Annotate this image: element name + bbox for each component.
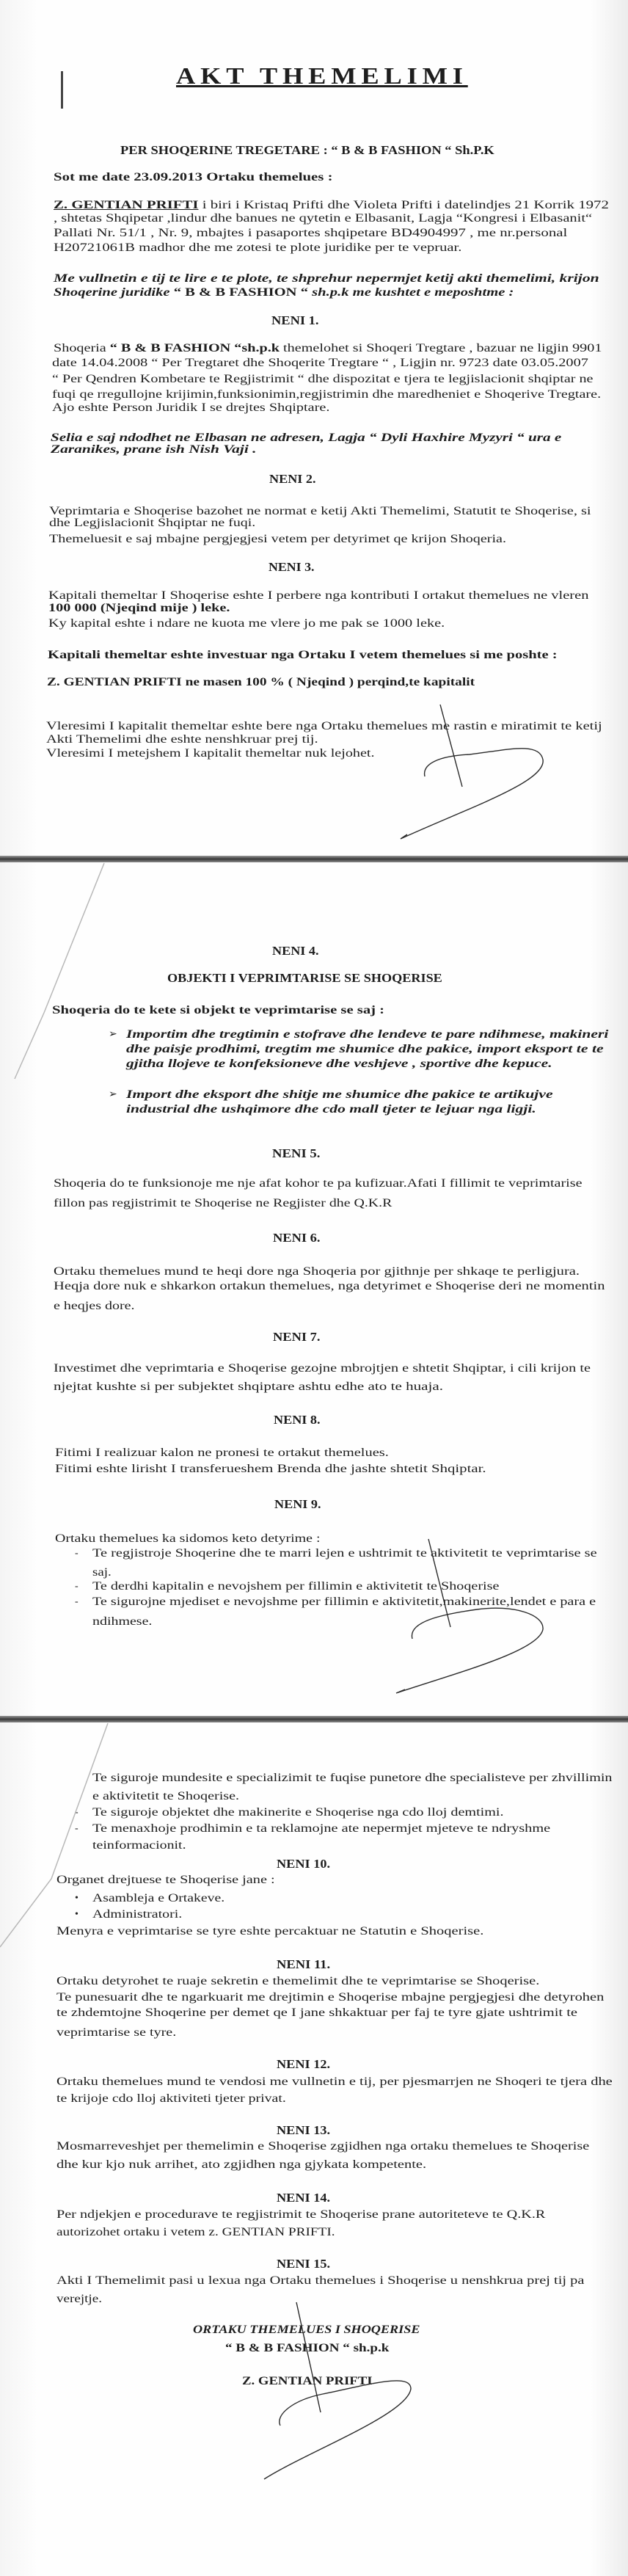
article-line: Ajo eshte Person Juridik I se drejtes Shqiptare. <box>52 401 330 414</box>
article-line: Ortaku detyrohet te ruaje sekretin e themelimit dhe te veprimtarise se Shoqerise. <box>56 1975 540 1987</box>
founder-name: Z. GENTIAN PRIFTI <box>54 199 199 211</box>
declaration-line: Me vullnetin e tij te lire e te plote, te shprehur nepermjet ketij akti themelimi, krijon <box>54 272 599 285</box>
article-line: Menyra e veprimtarise se tyre eshte percaktuar ne Statutin e Shoqerise. <box>56 1925 484 1938</box>
article-line: Vleresimi I kapitalit themeltar eshte bere nga Ortaku themelues me rastin e miratimit te ketij <box>46 720 602 732</box>
article-line: Kapitali themeltar I Shoqerise eshte I perbere nga kontributi I ortakut themelues ne vleren <box>48 589 589 602</box>
dash-bullet-icon: - <box>75 1807 78 1818</box>
article-line: e heqjes dore. <box>54 1300 135 1312</box>
article-line: Per ndjekjen e procedurave te regjistrimit te Shoqerise prane autoriteteve te Q.K.R <box>56 2208 546 2221</box>
seat-line: Selia e saj ndodhet ne Elbasan ne adresen, Lagja “ Dyli Haxhire Myzyri “ ura e <box>51 432 562 444</box>
article-line: njejtat kushte si per subjektet shqiptare ashtu edhe ato te huaja. <box>54 1380 443 1393</box>
duty-item-line: Te siguroje objektet dhe makinerite e Shoqerise nga cdo lloj demtimi. <box>92 1806 504 1819</box>
duty-item-line: Te menaxhoje prodhimin e ta reklamojne ate nepermjet mjeteve te ndryshme <box>92 1822 551 1835</box>
article-line: veprimtarise se tyre. <box>56 2026 177 2039</box>
article-line: dhe Legjislacionit Shqiptar ne fuqi. <box>49 517 256 529</box>
article-heading: NENI 6. <box>273 1231 321 1245</box>
article-heading: NENI 13. <box>277 2123 331 2137</box>
share-line: Z. GENTIAN PRIFTI ne masen 100 % ( Njeqind ) perqind,te kapitalit <box>47 676 475 688</box>
article-heading: NENI 4. <box>272 944 319 958</box>
article-heading: NENI 11. <box>277 1957 331 1971</box>
article-line: Ortaku themelues ka sidomos keto detyrime : <box>55 1532 321 1545</box>
article-heading: NENI 12. <box>277 2057 331 2071</box>
article-line: Akti Themelimi dhe eshte nenshkruar prej tij. <box>46 733 318 746</box>
duty-item-line: e aktivitetit te Shoqerise. <box>92 1790 240 1802</box>
article-line: Ortaku themelues mund te heqi dore nga Shoqeria por gjithnje per shkaqe te perligjura. <box>54 1265 580 1278</box>
article-heading: NENI 15. <box>277 2257 331 2271</box>
article-heading: NENI 8. <box>274 1413 321 1427</box>
article-line: Vleresimi I metejshem I kapitalit themeltar nuk lejohet. <box>46 747 375 760</box>
article-line: Fitimi I realizuar kalon ne pronesi te ortakut themelues. <box>55 1447 389 1459</box>
article-line: Fitimi eshte lirisht I transferueshem Brenda dhe jashte shtetit Shqiptar. <box>55 1463 486 1475</box>
article-line: Shoqeria do te funksionoje me nje afat kohor te pa kufizuar.Afati I fillimit te veprimtarise <box>54 1177 583 1190</box>
article-line: Heqja dore nuk e shkarkon ortakun themelues, nga detyrimet e Shoqerise deri ne momentin <box>54 1280 605 1292</box>
duty-item-line: teinformacionit. <box>92 1839 186 1852</box>
margin-mark <box>61 71 63 109</box>
article-heading: NENI 9. <box>274 1497 321 1511</box>
article-line: Investimet dhe veprimtaria e Shoqerise gezojne mbrojtjen e shtetit Shqiptar, i cili krijon te <box>54 1362 591 1375</box>
signatory-name: Z. GENTIAN PRIFTI <box>242 2375 373 2387</box>
founder-line: H20721061B madhor dhe me zotesi te plote juridike per te vepruar. <box>54 241 462 254</box>
signatory-role: ORTAKU THEMELUES I SHOQERISE <box>193 2324 420 2336</box>
object-item-line: Import dhe eksport dhe shitje me shumice dhe pakice te artikujve <box>126 1088 553 1101</box>
bullet-icon: • <box>75 1893 78 1904</box>
article-line: te zhdemtojne Shoqerine per demet qe I jane shkaktuar per faj te tyre gjate ushtrimit te <box>56 2006 578 2019</box>
article-line: verejtje. <box>56 2293 102 2305</box>
duty-item-line: Te siguroje mundesite e specializimit te fuqise punetore dhe specialisteve per zhvillimin <box>92 1772 613 1784</box>
signatory-company: “ B & B FASHION “ sh.p.k <box>225 2342 390 2354</box>
article-heading: NENI 10. <box>277 1857 331 1871</box>
article-heading: NENI 3. <box>269 560 315 574</box>
article-line: date 14.04.2008 “ Per Tregtaret dhe Shoqerite Tregtare “ , Ligjin nr. 9723 date 03.05.2007 <box>52 357 588 369</box>
document-title: AKT THEMELIMI <box>176 62 468 89</box>
article-line: fillon pas regjistrimit te Shoqerise ne Regjister dhe Q.K.R <box>54 1197 392 1209</box>
page-separator <box>0 1716 628 1722</box>
seat-line: Zaranikes, prane ish Nish Vaji . <box>51 443 257 456</box>
article-heading: NENI 2. <box>269 472 316 486</box>
object-item-line: dhe paisje prodhimi, tregtim me shumice dhe pakice, import eksport te te <box>126 1043 604 1055</box>
article-subheading: OBJEKTI I VEPRIMTARISE SE SHOQERISE <box>167 971 442 985</box>
founder-line: Z. GENTIAN PRIFTI i biri i Kristaq Prifti dhe Violeta Prifti i datelindjes 21 Korrik 1972 <box>54 199 609 211</box>
article-line: Shoqeria “ B & B FASHION “sh.p.k themelohet si Shoqeri Tregtare , bazuar ne ligjin 9901 <box>54 342 602 354</box>
article-line: fuqi qe rregullojne krijimin,funksionimin,regjistrimin dhe maredheniet e Shoqerive Tregtare. <box>52 388 602 401</box>
dash-bullet-icon: - <box>75 1548 78 1559</box>
article-heading: NENI 7. <box>273 1330 321 1344</box>
page-separator <box>0 856 628 862</box>
duty-item-line: Te derdhi kapitalin e nevojshem per fillimin e aktivitetit te Shoqerise <box>92 1580 500 1593</box>
article-line: Te punesuarit dhe te ngarkuarit me drejtimin e Shoqerise mbajne pergjegjesi dhe detyrohen <box>56 1991 605 2004</box>
dash-bullet-icon: - <box>75 1581 78 1592</box>
arrow-bullet-icon: ➢ <box>109 1029 117 1040</box>
organ-item: Asambleja e Ortakeve. <box>92 1892 225 1904</box>
object-item-line: Importim dhe tregtimin e stofrave dhe lendeve te pare ndihmese, makineri <box>126 1028 609 1041</box>
article-line: autorizohet ortaku i vetem z. GENTIAN PRIFTI. <box>56 2226 335 2238</box>
article-heading: NENI 14. <box>277 2191 331 2205</box>
arrow-bullet-icon: ➢ <box>109 1089 117 1100</box>
article-line: Themeluesit e saj mbajne pergjegjesi vetem per detyrimet qe krijon Shoqeria. <box>49 533 506 545</box>
dash-bullet-icon: - <box>75 1823 78 1834</box>
dash-bullet-icon: - <box>75 1596 78 1607</box>
document-subtitle: PER SHOQERINE TREGETARE : “ B & B FASHION “ Sh.P.K <box>120 143 494 157</box>
investment-line: Kapitali themeltar eshte investuar nga Ortaku I vetem themelues si me poshte : <box>48 649 558 661</box>
founder-line: , shtetas Shqipetar ,lindur dhe banues ne qytetin e Elbasanit, Lagja “Kongresi i Elbasanit“ <box>54 212 593 225</box>
duty-item-line: saj. <box>92 1566 112 1579</box>
object-intro: Shoqeria do te kete si objekt te veprimtarise se saj : <box>52 1004 385 1016</box>
article-line: dhe kur kjo nuk arrihet, ato zgjidhen nga gjykata kompetente. <box>56 2158 427 2171</box>
date-line: Sot me date 23.09.2013 Ortaku themelues : <box>54 171 333 183</box>
declaration-line: Shoqerine juridike “ B & B FASHION “ sh.p.k me kushtet e meposhtme : <box>54 286 514 299</box>
article-heading: NENI 5. <box>272 1146 321 1160</box>
organ-item: Administratori. <box>92 1908 183 1921</box>
article-line: “ Per Qendren Kombetare te Regjistrimit “ dhe dispozitat e tjera te legjislacionit shqiptar ne <box>52 373 594 385</box>
article-heading: NENI 1. <box>271 313 319 327</box>
article-line: Organet drejtuese te Shoqerise jane : <box>56 1874 275 1886</box>
article-line: Ortaku themelues mund te vendosi me vullnetin e tij, per pjesmarrjen ne Shoqeri te tjera dhe <box>56 2075 613 2088</box>
duty-item-line: Te sigurojne mjediset e nevojshme per fillimin e aktivitetit,makinerite,lendet e para e <box>92 1596 596 1608</box>
object-item-line: gjitha llojeve te konfeksioneve dhe veshjeve , sportive dhe kepuce. <box>126 1058 552 1070</box>
article-line: te krijoje cdo lloj aktiviteti tjeter privat. <box>56 2092 286 2105</box>
bullet-icon: • <box>75 1909 78 1920</box>
duty-item-line: Te regjistroje Shoqerine dhe te marri lejen e ushtrimit te aktivitetit te veprimtarise se <box>92 1547 597 1560</box>
duty-item-line: ndihmese. <box>92 1615 153 1628</box>
founder-line: Pallati Nr. 51/1 , Nr. 9, mbajtes i pasaportes shqipetare BD4904997 , me nr.personal <box>54 227 568 239</box>
capital-amount: 100 000 (Njeqind mije ) leke. <box>48 602 230 614</box>
object-item-line: industrial dhe ushqimore dhe cdo mall tjeter te lejuar nga ligji. <box>126 1103 536 1116</box>
article-line: Akti I Themelimit pasi u lexua nga Ortaku themelues i Shoqerise u nenshkrua prej tij pa <box>56 2274 585 2287</box>
article-line: Veprimtaria e Shoqerise bazohet ne normat e ketij Akti Themelimi, Statutit te Shoqerise, si <box>49 505 591 517</box>
article-line: Ky kapital eshte i ndare ne kuota me vlere jo me pak se 1000 leke. <box>48 617 445 630</box>
article-line: Mosmarreveshjet per themelimin e Shoqerise zgjidhen nga ortaku themelues te Shoqerise <box>56 2140 590 2153</box>
